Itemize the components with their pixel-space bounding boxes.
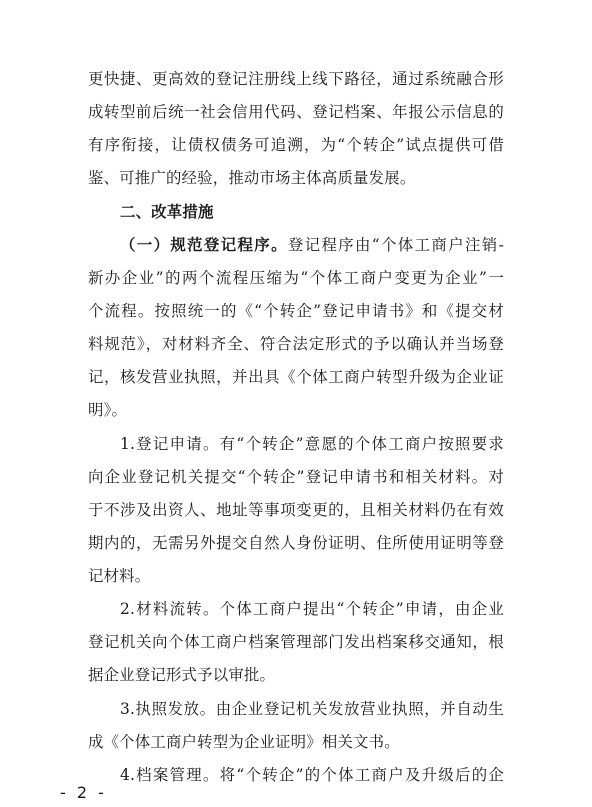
item1-line-1: 1.登记申请。有“个转企”意愿的个体工商户按照要求 (120, 435, 504, 453)
item3-line-2: 成《个体工商户转型为企业证明》相关文书。 (88, 733, 400, 751)
section1-line-4: 料规范》，对材料齐全、符合法定形式的予以确认并当场登 (88, 335, 504, 353)
item1-line-2: 向企业登记机关提交“个转企”登记申请书和相关材料。对 (88, 468, 504, 486)
item3-line-1: 3.执照发放。由企业登记机关发放营业执照，并自动生 (120, 700, 504, 718)
item1-line-3: 于不涉及出资人、地址等事项变更的，且相关材料仍在有效 (88, 501, 504, 519)
intro-line-1: 更快捷、更高效的登记注册线上线下路径，通过系统融合形 (88, 70, 504, 88)
section1-title: （一）规范登记程序。 (120, 236, 288, 254)
section1-line-2: 新办企业”的两个流程压缩为“个体工商户变更为企业”一 (88, 269, 504, 287)
page-number: - 2 - (60, 783, 107, 802)
item2-line-3: 据企业登记形式予以审批。 (88, 666, 276, 684)
item1-line-5: 记材料。 (88, 567, 151, 585)
item1-line-4: 期内的，无需另外提交自然人身份证明、住所使用证明等登 (88, 534, 504, 552)
intro-line-3: 有序衔接，让债权债务可追溯，为“个转企”试点提供可借 (88, 136, 504, 154)
section1-line-6: 明》。 (88, 401, 128, 419)
section1-line-1: 登记程序由“个体工商户注销- (287, 236, 504, 254)
section-heading: 二、改革措施 (120, 203, 214, 221)
item2-line-2: 登记机关向个体工商户档案管理部门发出档案移交通知，根 (88, 633, 504, 651)
intro-line-4: 鉴、可推广的经验，推动市场主体高质量发展。 (88, 169, 416, 187)
item4-line-1: 4.档案管理。将“个转企”的个体工商户及升级后的企 (120, 766, 504, 784)
intro-line-2: 成转型前后统一社会信用代码、登记档案、年报公示信息的 (88, 103, 504, 121)
item2-line-1: 2.材料流转。个体工商户提出“个转企”申请，由企业 (120, 600, 504, 618)
section1-line-3: 个流程。按照统一的《“个转企”登记申请书》和《提交材 (88, 302, 504, 320)
section1-first-line (120, 230, 504, 260)
section1-line-5: 记，核发营业执照，并出具《个体工商户转型升级为企业证 (88, 368, 504, 386)
